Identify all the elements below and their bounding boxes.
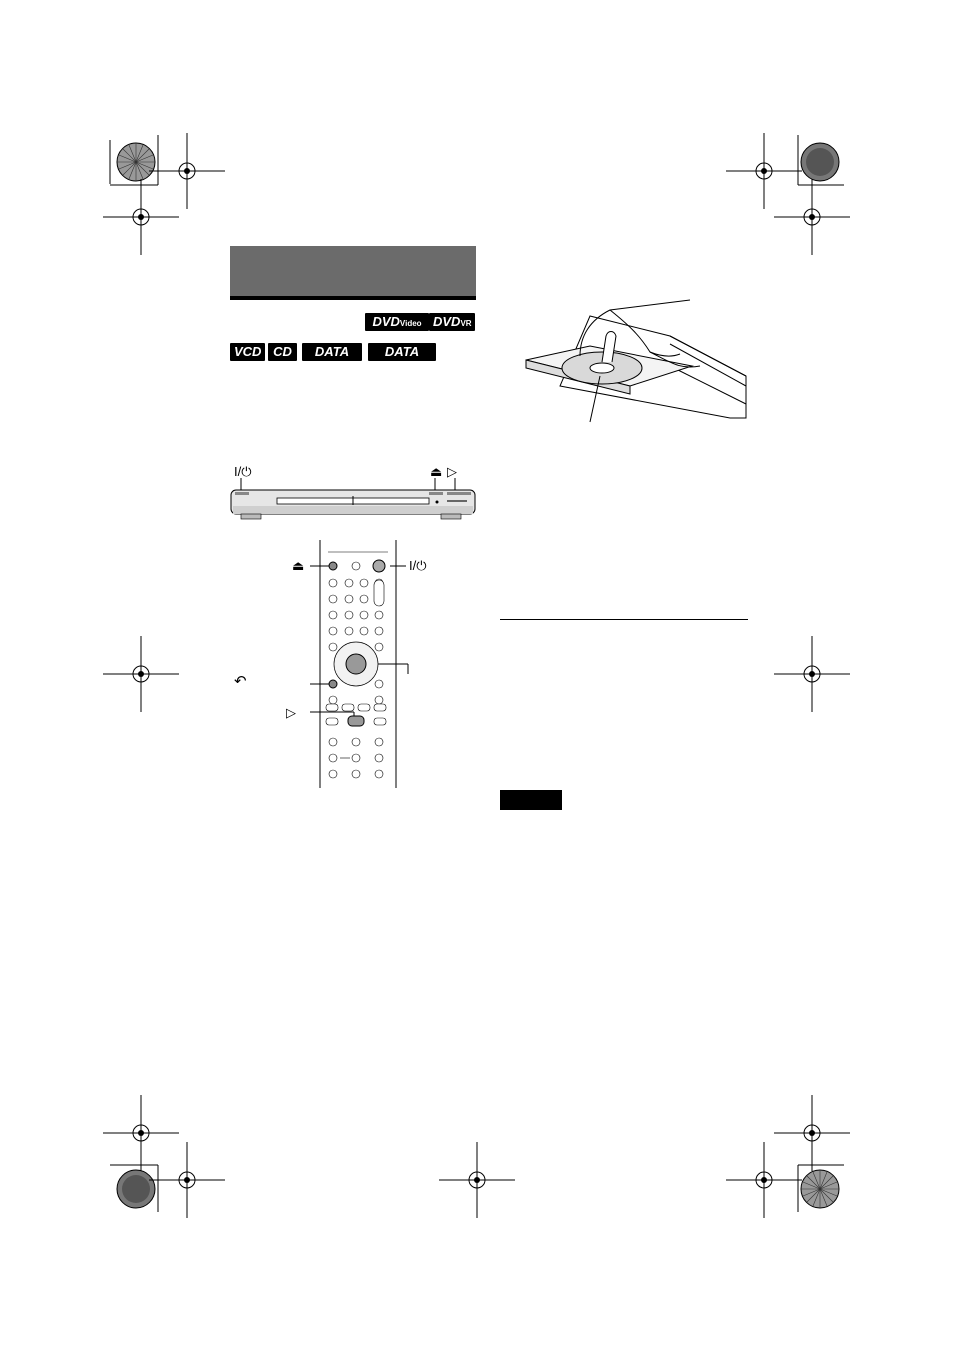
player-play-label: ▷: [447, 464, 457, 479]
remote-play-label: ▷: [286, 705, 296, 720]
badge-dvd-vr-main: DVD: [433, 314, 461, 329]
badge-dvd-vr-sub: VR: [460, 319, 472, 328]
badge-dvd-video-main: DVD: [372, 314, 400, 329]
player-eject-label: ⏏: [430, 464, 443, 479]
section-header-bar: [230, 246, 476, 300]
remote-return-label: ↶: [234, 673, 247, 690]
badge-data-cd: DATA CD: [302, 343, 362, 361]
badge-dvd-video-sub: Video: [399, 319, 422, 328]
note-label-box: [500, 790, 562, 810]
remote-control-illustration: [290, 540, 470, 790]
badge-dvd-vr: [429, 313, 475, 331]
badge-data-dvd: DATA DVD: [368, 343, 436, 361]
badge-dvd-video: [365, 313, 429, 331]
section-divider: [500, 619, 748, 620]
badge-vcd: VCD: [230, 343, 265, 361]
disc-loading-illustration: [520, 296, 750, 426]
dvd-player-illustration: [229, 478, 479, 528]
remote-power-label: I/⏻: [409, 558, 427, 573]
player-power-label: I/⏻: [234, 464, 252, 479]
remote-eject-label: ⏏: [292, 558, 305, 573]
badge-cd: CD: [268, 343, 297, 361]
